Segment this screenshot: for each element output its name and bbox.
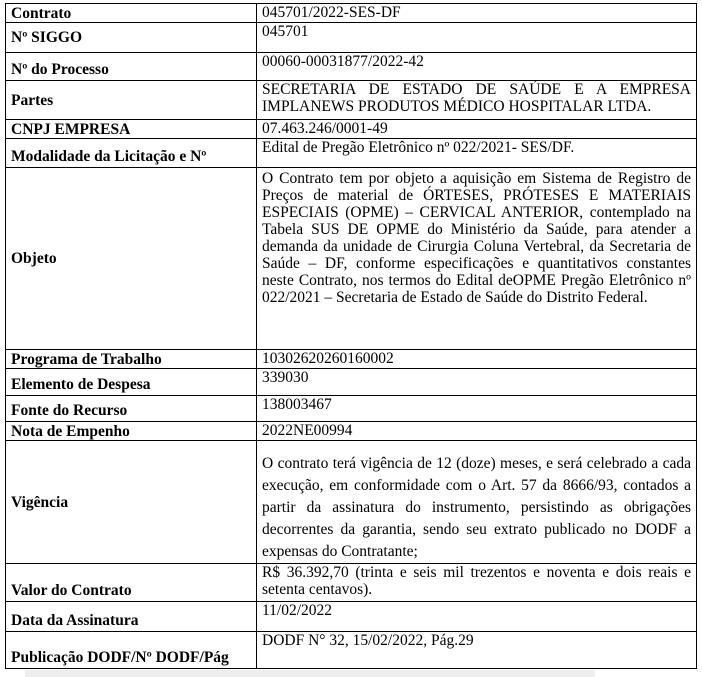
- table-row-contrato: [6, 4, 697, 23]
- row-label: Partes: [6, 81, 257, 120]
- row-label: Modalidade da Licitação e Nº: [6, 139, 257, 168]
- row-value: 138003467: [257, 396, 697, 422]
- table-row-publicacao: [6, 632, 697, 669]
- row-label: Nº do Processo: [6, 53, 257, 81]
- row-label: CNPJ EMPRESA: [6, 120, 257, 139]
- row-value: R$ 36.392,70 (trinta e seis mil trezentos e noventa e dois reais e setenta centavos).: [257, 564, 697, 602]
- table-row-valor: [6, 564, 697, 602]
- table-row-processo: [6, 53, 697, 81]
- table-row-objeto: [6, 168, 697, 350]
- table-row-elemento: [6, 369, 697, 396]
- row-value: 045701/2022-SES-DF: [257, 4, 697, 23]
- row-label: Valor do Contrato: [6, 564, 257, 602]
- row-label: Vigência: [6, 441, 257, 564]
- row-label: Fonte do Recurso: [6, 396, 257, 422]
- row-value: O contrato terá vigência de 12 (doze) meses, e será celebrado a cada execução, em conformidade com o Art. 57 da 8666/93, contados a partir da assinatura do instrumento, persistindo as obrigações decorrentes da garantia, sendo seu extrato publicado no DODF a expensas do Contratante;: [257, 441, 697, 564]
- row-value: Edital de Pregão Eletrônico nº 022/2021- SES/DF.: [257, 139, 697, 168]
- table-row-assinatura: [6, 602, 697, 632]
- row-label: Objeto: [6, 168, 257, 350]
- row-label: Nota de Empenho: [6, 422, 257, 441]
- row-label: Nº SIGGO: [6, 23, 257, 53]
- row-value: 2022NE00994: [257, 422, 697, 441]
- page-bottom-strip: [25, 670, 595, 677]
- table-row-programa: [6, 350, 697, 369]
- row-value: O Contrato tem por objeto a aquisição em Sistema de Registro de Preços de material de ÓRTESES, PRÓTESES E MATERIAIS ESPECIAIS (OPME) – CERVICAL ANTERIOR, contemplado na Tabela SUS DE OPME do Ministério da Saúde, para atender a demanda da unidade de Cirurgia Coluna Vertebral, da Secretaria de Saúde – DF, conforme especificações e quantitativos constantes neste Contrato, nos termos do Edital deOPME Pregão Eletrônico nº 022/2021 – Secretaria de Estado de Saúde do Distrito Federal.: [257, 168, 697, 350]
- row-value: 339030: [257, 369, 697, 396]
- table-row-siggo: [6, 23, 697, 53]
- contract-summary-table: [5, 3, 697, 669]
- table-row-vigencia: [6, 441, 697, 564]
- row-value: SECRETARIA DE ESTADO DE SAÚDE E A EMPRESA IMPLANEWS PRODUTOS MÉDICO HOSPITALAR LTDA.: [257, 81, 697, 120]
- row-value: DODF N° 32, 15/02/2022, Pág.29: [257, 632, 697, 669]
- row-value: 045701: [257, 23, 697, 53]
- table-row-fonte: [6, 396, 697, 422]
- table-row-empenho: [6, 422, 697, 441]
- row-value: 10302620260160002: [257, 350, 697, 369]
- row-value: 07.463.246/0001-49: [257, 120, 697, 139]
- row-value: 00060-00031877/2022-42: [257, 53, 697, 81]
- row-value: 11/02/2022: [257, 602, 697, 632]
- table-row-partes: [6, 81, 697, 120]
- table-row-modalidade: [6, 139, 697, 168]
- row-label: Programa de Trabalho: [6, 350, 257, 369]
- row-label: Data da Assinatura: [6, 602, 257, 632]
- row-label: Elemento de Despesa: [6, 369, 257, 396]
- row-label: Contrato: [6, 4, 257, 23]
- row-label: Publicação DODF/Nº DODF/Pág: [6, 632, 257, 669]
- table-row-cnpj: [6, 120, 697, 139]
